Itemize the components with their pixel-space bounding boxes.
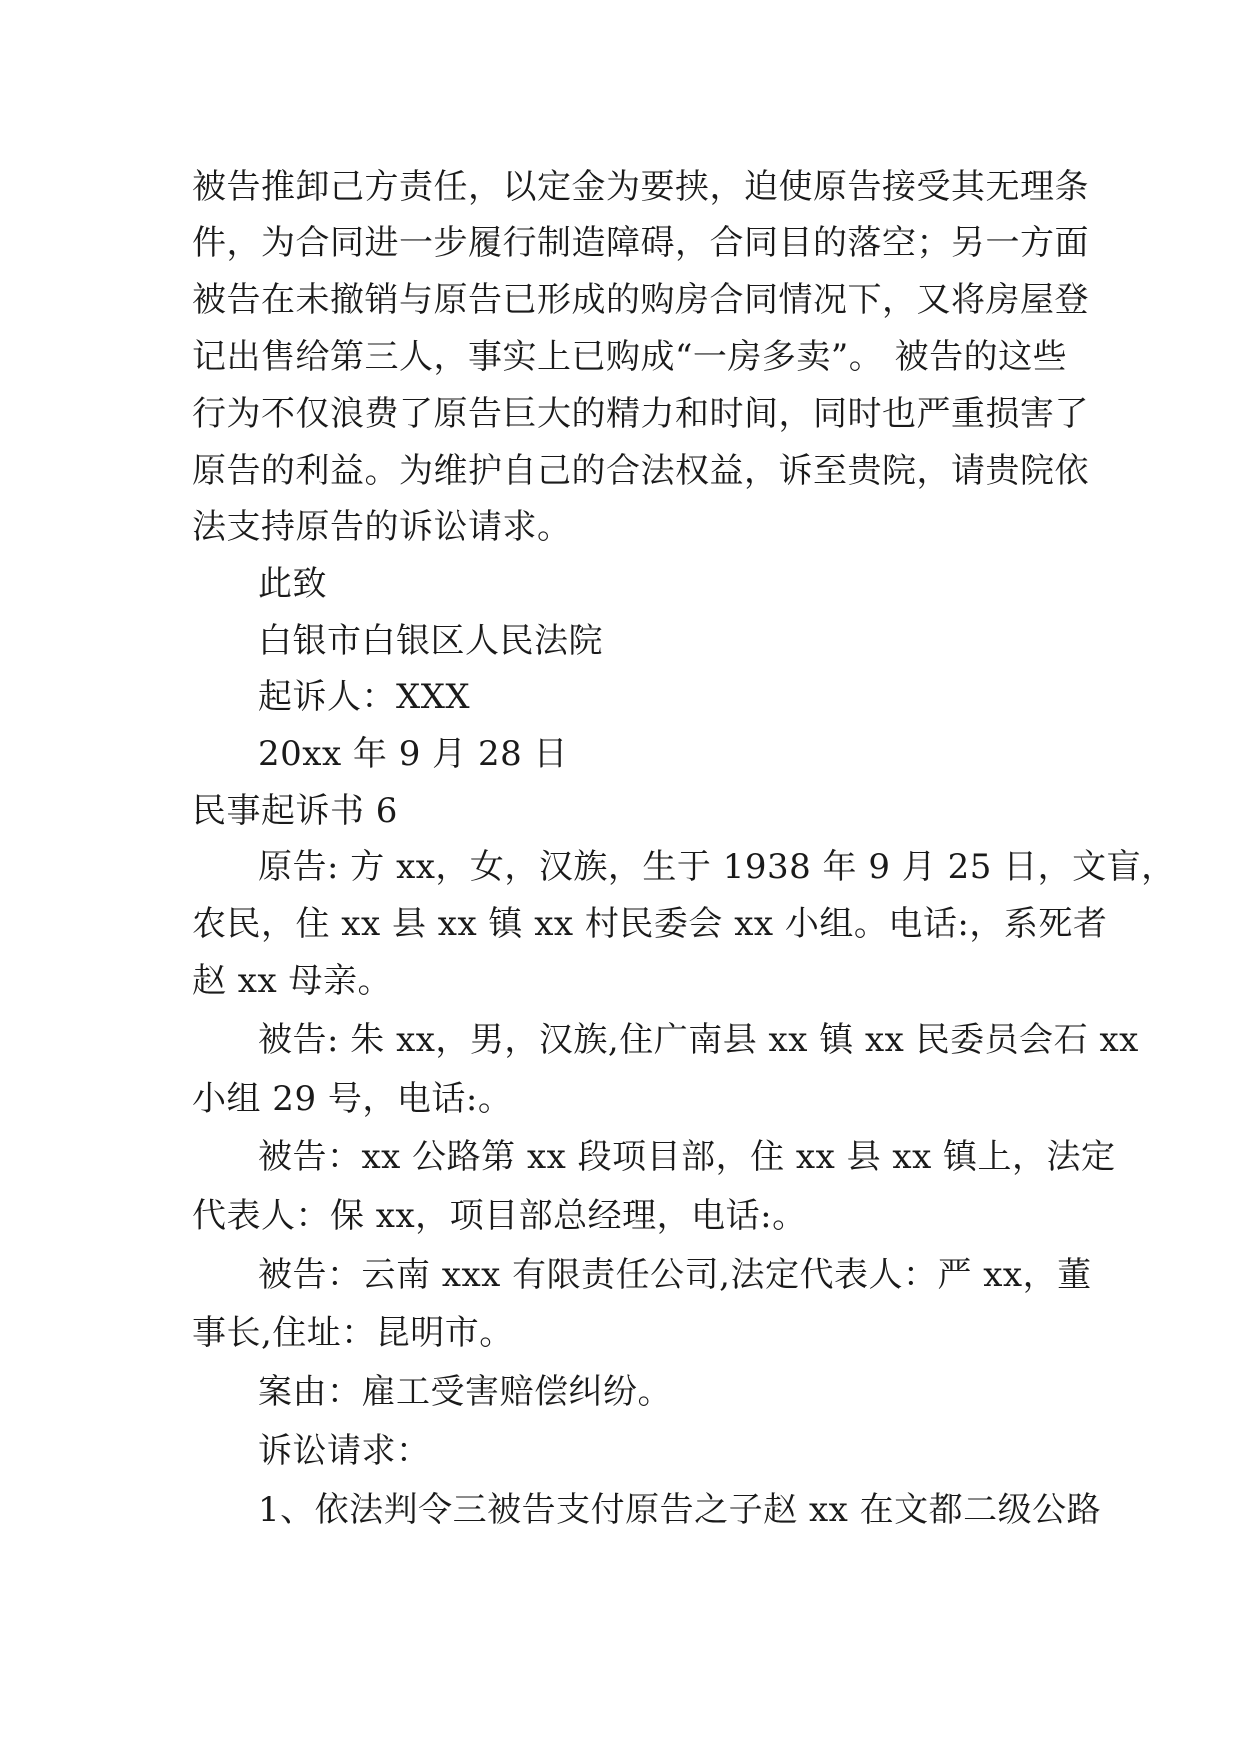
plaintiff-signature: 起诉人：XXX xyxy=(258,677,471,717)
text-line: 法支持原告的诉讼请求。 xyxy=(192,507,572,547)
text-line: 行为不仅浪费了原告巨大的精力和时间，同时也严重损害了 xyxy=(192,394,1089,434)
text-line: 记出售给第三人，事实上已购成“一房多卖”。 被告的这些 xyxy=(192,337,1068,377)
date: 20xx 年 9 月 28 日 xyxy=(258,734,569,774)
text-line: 原告: 方 xx，女，汉族，生于 1938 年 9 月 25 日，文盲， xyxy=(258,847,1176,887)
text-line: 小组 29 号，电话:。 xyxy=(192,1079,513,1119)
court-name: 白银市白银区人民法院 xyxy=(258,621,603,661)
text-line: 被告：xx 公路第 xx 段项目部，住 xx 县 xx 镇上，法定 xyxy=(258,1137,1116,1177)
text-line: 案由：雇工受害赔偿纠纷。 xyxy=(258,1372,672,1412)
text-line: 被告推卸己方责任，以定金为要挟，迫使原告接受其无理条 xyxy=(192,167,1089,207)
text-line: 诉讼请求： xyxy=(258,1431,431,1471)
text-line: 赵 xx 母亲。 xyxy=(192,961,392,1001)
section-title: 民事起诉书 6 xyxy=(192,791,398,831)
text-line: 原告的利益。为维护自己的合法权益，诉至贵院，请贵院依 xyxy=(192,451,1089,491)
text-line: 1、依法判令三被告支付原告之子赵 xx 在文都二级公路 xyxy=(258,1490,1102,1530)
text-line: 代表人：保 xx，项目部总经理，电话:。 xyxy=(192,1196,807,1236)
text-line: 事长,住址：昆明市。 xyxy=(192,1313,514,1353)
salutation: 此致 xyxy=(258,564,327,604)
text-line: 农民，住 xx 县 xx 镇 xx 村民委会 xx 小组。电话:，系死者 xyxy=(192,904,1108,944)
text-line: 件，为合同进一步履行制造障碍，合同目的落空；另一方面 xyxy=(192,223,1089,263)
text-line: 被告在未撤销与原告已形成的购房合同情况下，又将房屋登 xyxy=(192,280,1089,320)
text-line: 被告：云南 xxx 有限责任公司,法定代表人：严 xx，董 xyxy=(258,1255,1092,1295)
text-line: 被告: 朱 xx，男，汉族,住广南县 xx 镇 xx 民委员会石 xx xyxy=(258,1020,1139,1060)
